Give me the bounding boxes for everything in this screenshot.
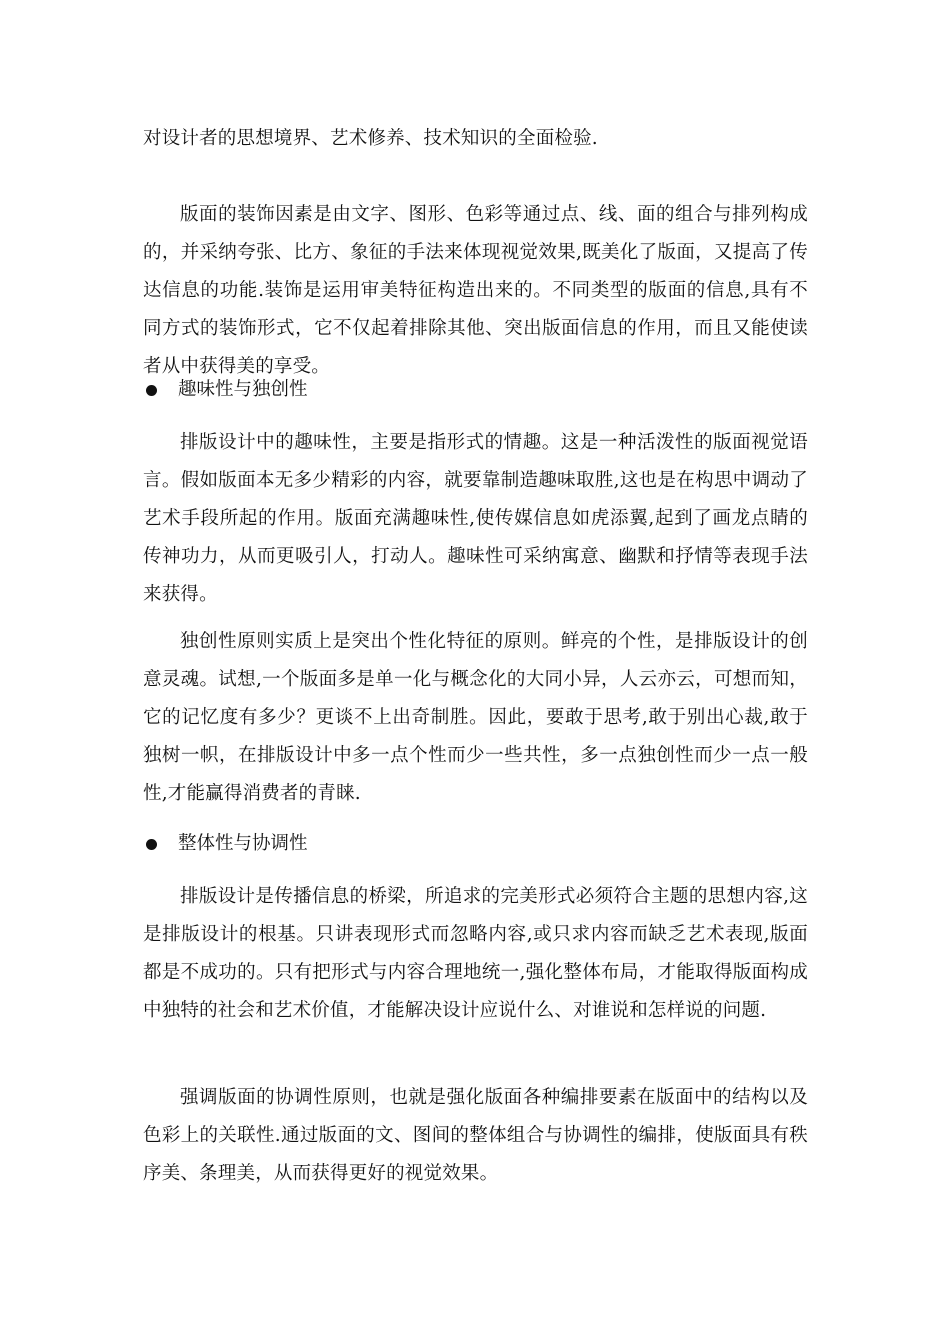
bullet-icon bbox=[146, 839, 157, 850]
section-heading-unity-harmony bbox=[143, 825, 308, 863]
section-heading-text: 趣味性与独创性 bbox=[178, 379, 308, 400]
paragraph-decoration: 版面的装饰因素是由文字、图形、色彩等通过点、线、面的组合与排列构成的，并采纳夸张、比方、象征的手法来体现视觉效果,既美化了版面，又提高了传达信息的功能.装饰是运用审美特征构造出来的。不同类型的版面的信息,具有不同方式的装饰形式，它不仅起着排除其他、突出版面信息的作用，而且又能使读者从中获得美的享受。 bbox=[143, 204, 808, 377]
paragraph-interest: 排版设计中的趣味性，主要是指形式的情趣。这是一种活泼性的版面视觉语言。假如版面本无多少精彩的内容，就要靠制造趣味取胜,这也是在构思中调动了艺术手段所起的作用。版面充满趣味性,使传媒信息如虎添翼,起到了画龙点睛的传神功力，从而更吸引人，打动人。趣味性可采纳寓意、幽默和抒情等表现手法来获得。 bbox=[143, 432, 808, 605]
section-heading-interest-originality bbox=[143, 371, 308, 409]
paragraph-unity: 排版设计是传播信息的桥梁，所追求的完美形式必须符合主题的思想内容,这是排版设计的根基。只讲表现形式而忽略内容,或只求内容而缺乏艺术表现,版面都是不成功的。只有把形式与内容合理地统一,强化整体布局，才能取得版面构成中独特的社会和艺术价值，才能解决设计应说什么、对谁说和怎样说的问题. bbox=[143, 886, 808, 1021]
bullet-icon bbox=[146, 385, 157, 396]
paragraph-intro-continuation: 对设计者的思想境界、艺术修养、技术知识的全面检验. bbox=[143, 128, 598, 149]
section-heading-text: 整体性与协调性 bbox=[178, 833, 308, 854]
paragraph-originality: 独创性原则实质上是突出个性化特征的原则。鲜亮的个性，是排版设计的创意灵魂。试想,一个版面多是单一化与概念化的大同小异，人云亦云，可想而知，它的记忆度有多少？更谈不上出奇制胜。因此，要敢于思考,敢于别出心裁,敢于独树一帜，在排版设计中多一点个性而少一些共性，多一点独创性而少一点一般性,才能赢得消费者的青睐. bbox=[143, 631, 808, 804]
paragraph-harmony: 强调版面的协调性原则，也就是强化版面各种编排要素在版面中的结构以及色彩上的关联性.通过版面的文、图间的整体组合与协调性的编排，使版面具有秩序美、条理美，从而获得更好的视觉效果。 bbox=[143, 1087, 808, 1184]
